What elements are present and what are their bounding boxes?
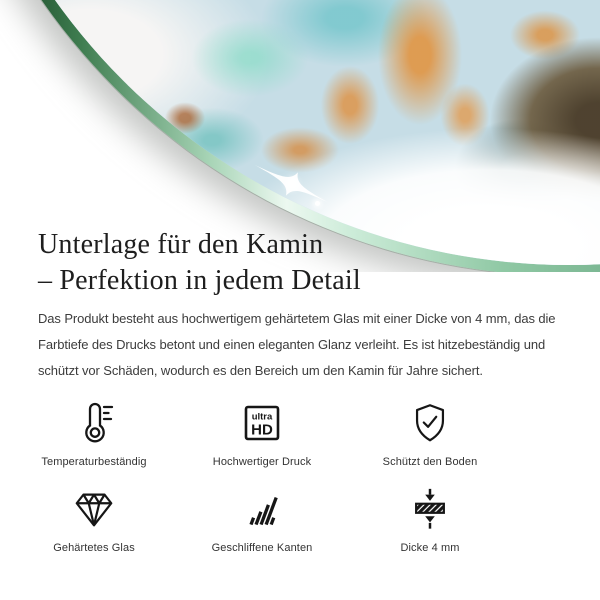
feature-polished-edges: [178, 484, 346, 554]
polished-edges-icon: [240, 484, 284, 534]
feature-label: Schützt den Boden: [382, 456, 478, 468]
description-line-1: Das Produkt besteht aus hochwertigem gehärtetem Glas mit einer Dicke von 4 mm, das die: [38, 311, 556, 326]
feature-thickness: [346, 484, 514, 554]
feature-tempered-glass: [10, 484, 178, 554]
shield-check-icon: [407, 398, 453, 448]
feature-label: Temperaturbeständig: [41, 456, 147, 468]
feature-label: Gehärtetes Glas: [53, 542, 135, 554]
feature-floor-protection: [346, 398, 514, 468]
feature-grid: [10, 398, 514, 554]
ultra-hd-icon: [238, 398, 286, 448]
description-line-3: schützt vor Schäden, wodurch es den Bereich um den Kamin für Jahre sichert.: [38, 363, 483, 378]
small-sparkle-icon: [315, 201, 320, 206]
glass-panel: [0, 0, 600, 265]
title-line-1: Unterlage für den Kamin: [38, 229, 324, 260]
title-line-2: – Perfektion in jedem Detail: [38, 265, 361, 296]
marble-ink-print: [0, 0, 600, 265]
feature-label: Dicke 4 mm: [400, 542, 460, 554]
page-title: [38, 227, 361, 299]
badge-hd-text: HD: [251, 421, 273, 439]
feature-label: Hochwertiger Druck: [212, 456, 312, 468]
thickness-icon: [407, 484, 453, 534]
feature-label: Geschliffene Kanten: [211, 542, 313, 554]
thermometer-icon: [70, 398, 118, 448]
badge-ultra-text: ultra: [251, 411, 273, 423]
product-description: [38, 306, 555, 384]
feature-temperature: [10, 398, 178, 468]
diamond-icon: [71, 484, 117, 534]
description-line-2: Farbtiefe des Drucks betont und einen eleganten Glanz verleiht. Es ist hitzebeständig und: [38, 337, 546, 352]
feature-print-quality: [178, 398, 346, 468]
